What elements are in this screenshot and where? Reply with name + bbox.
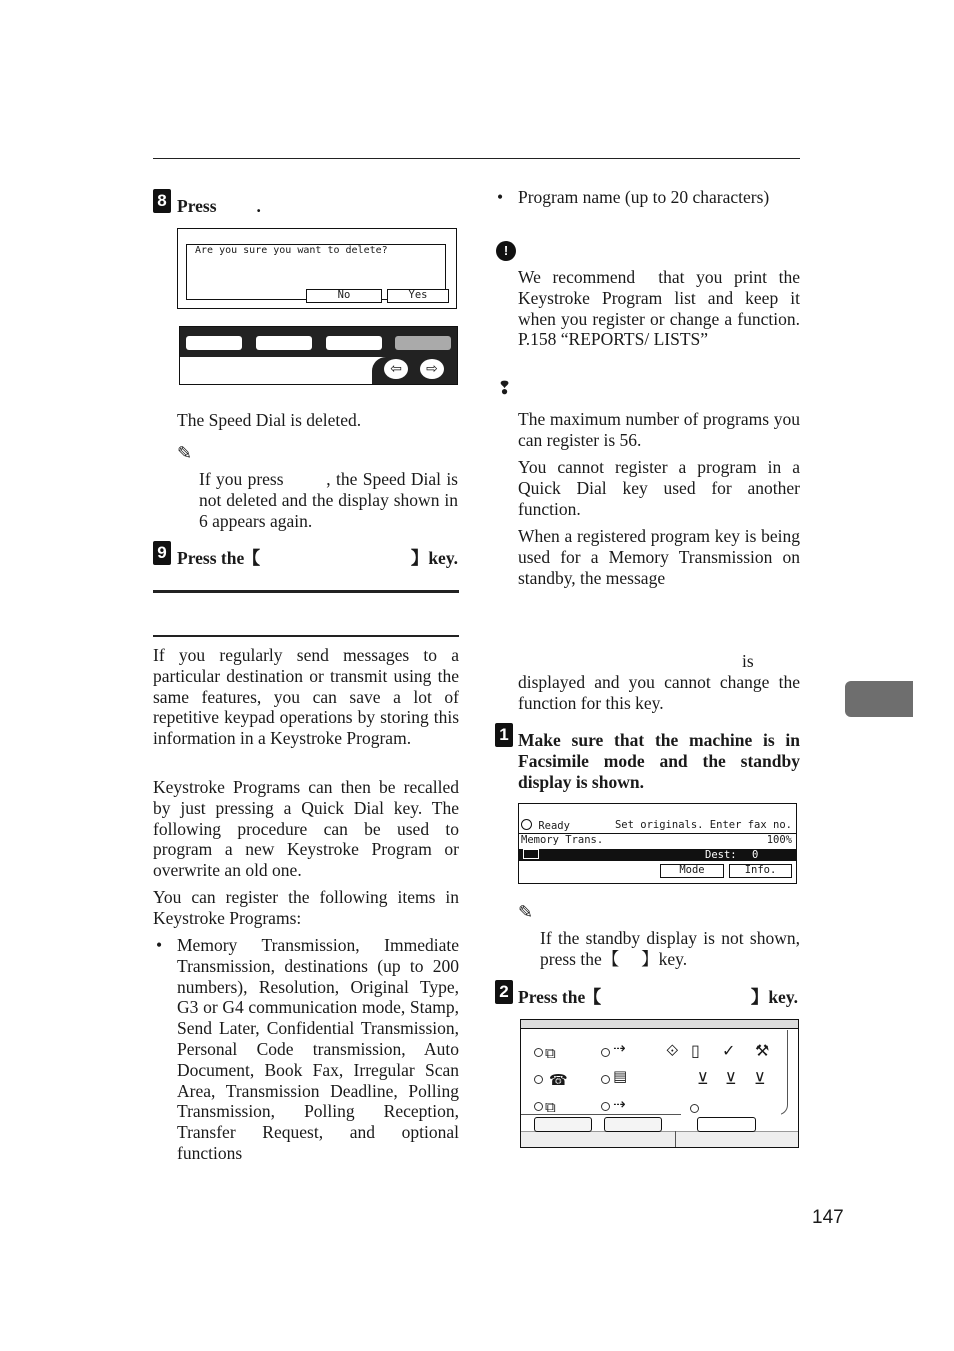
function-key-panel xyxy=(179,326,458,385)
program-name-bullet-dot: • xyxy=(497,187,504,207)
delete-confirm-dialog xyxy=(177,228,457,309)
standby-lcd xyxy=(518,803,797,884)
limitation-icon: ❢ xyxy=(497,378,513,399)
doc-stack-icon-2: ⧉ xyxy=(545,1098,556,1116)
fax-key-icon: ▯ xyxy=(691,1041,700,1060)
lcd-info-button[interactable]: Info. xyxy=(729,864,792,878)
lcd-fax-icon xyxy=(523,849,539,859)
lcd-dest-label: Dest: xyxy=(705,849,737,861)
lcd-set-originals: Set originals. Enter fax no. xyxy=(614,819,792,831)
led-3 xyxy=(534,1102,543,1111)
step-8-note: If you press , the Speed Dial is not deleted and the display shown in 6 appears again. xyxy=(199,469,463,531)
header-rule xyxy=(153,158,800,159)
note-pencil-icon: ✎ xyxy=(177,443,193,464)
softkey-4[interactable] xyxy=(395,336,451,350)
dialog-yes-button[interactable]: Yes xyxy=(387,289,449,303)
softkey-2[interactable] xyxy=(256,336,312,350)
left-arrow-key[interactable] xyxy=(384,359,408,379)
lcd-percent: 100% xyxy=(766,834,792,846)
step-9-label: Press the xyxy=(177,548,245,568)
intro-paragraph-1: If you regularly send messages to a particular destination or transmit using the same features, you can save a lot of repetitive keypad operations by storing this information in a Keystroke Program. xyxy=(153,645,459,749)
doc-stack-icon-1: ⧉ xyxy=(545,1044,556,1062)
dialog-message: Are you sure you want to delete? xyxy=(195,245,388,256)
led-6 xyxy=(601,1102,610,1111)
step-2-bracket-open: 【 xyxy=(583,987,602,1007)
tray-icon-2: ⊻ xyxy=(725,1069,737,1088)
chapter-tab xyxy=(845,681,913,717)
intro-paragraph-3: You can register the following items in Keystroke Programs: xyxy=(153,887,459,928)
step-9-bracket-open: 【 xyxy=(242,548,261,568)
step-8-label: Press xyxy=(177,196,217,216)
page-number: 147 xyxy=(812,1207,844,1228)
left-arrow-icon: ⇦ xyxy=(390,361,402,377)
tray-icon-3: ⊻ xyxy=(754,1069,766,1088)
right-arrow-key[interactable] xyxy=(420,359,444,379)
intro-paragraph-2: Keystroke Programs can then be recalled by just pressing a Quick Dial key. The following procedure can be used to program a new Keystroke Program or overwrite an old one. xyxy=(153,777,459,881)
book-transmit-icon: ▤ xyxy=(613,1067,628,1085)
led-1 xyxy=(534,1048,543,1057)
important-icon: ! xyxy=(496,241,516,261)
step-8-number: 8 xyxy=(153,189,171,213)
step-8-text xyxy=(177,196,261,217)
step-2-text xyxy=(518,987,798,1008)
softkey-3[interactable] xyxy=(326,336,382,350)
important-text: We recommend that you print the Keystroke Program list and keep it when you register or change a function. P.158 “REPORTS/ LISTS” xyxy=(518,267,835,350)
limitation-3a: When a registered program key is being used for a Memory Transmission on standby, the message xyxy=(518,526,800,588)
limitation-2: You cannot register a program in a Quick Dial key used for another function. xyxy=(518,457,800,519)
limitation-3b: is displayed and you cannot change the function for this key. xyxy=(518,651,800,713)
section-rule-thick xyxy=(153,590,459,593)
step-9-suffix: 】key. xyxy=(410,548,458,568)
lcd-dest-value: 0 xyxy=(752,849,759,861)
dialog-no-button[interactable]: No xyxy=(306,289,382,303)
ready-indicator-icon xyxy=(521,819,532,830)
panel-key-2[interactable] xyxy=(604,1117,662,1132)
check-key-icon: ✓ xyxy=(722,1041,736,1060)
machine-control-panel xyxy=(520,1019,799,1148)
step-1-number: 1 xyxy=(495,723,513,747)
limitation-1: The maximum number of programs you can register is 56. xyxy=(518,409,800,450)
step-8-result: The Speed Dial is deleted. xyxy=(177,410,362,430)
step-1-note: If the standby display is not shown, press the【 】key. xyxy=(540,928,805,969)
lcd-memory-trans: Memory Trans. xyxy=(521,834,604,846)
section-rule-thin xyxy=(153,635,459,637)
led-2 xyxy=(534,1075,543,1084)
led-5 xyxy=(601,1075,610,1084)
program-key-icon: ⟐ xyxy=(666,1041,679,1060)
step-2-number: 2 xyxy=(495,980,513,1004)
transmit-icon-2: ⇢ xyxy=(613,1095,626,1113)
lcd-mode-button[interactable]: Mode xyxy=(660,864,724,878)
step-1-note-pencil-icon: ✎ xyxy=(518,902,534,923)
lcd-ready: Ready xyxy=(538,820,570,832)
tray-icon-1: ⊻ xyxy=(697,1069,709,1088)
led-4 xyxy=(601,1048,610,1057)
led-7 xyxy=(690,1104,699,1113)
step-8-period: . xyxy=(256,196,261,216)
softkey-1[interactable] xyxy=(186,336,242,350)
step-9-number: 9 xyxy=(153,541,171,565)
handset-icon: ☎ xyxy=(549,1071,568,1089)
wrench-key-icon: ⚒ xyxy=(755,1041,770,1060)
program-name-bullet: Program name (up to 20 characters) xyxy=(518,187,770,207)
panel-key-3[interactable] xyxy=(697,1117,756,1132)
intro-bullet-dot: • xyxy=(156,935,163,955)
right-arrow-icon: ⇨ xyxy=(426,361,438,377)
panel-key-1[interactable] xyxy=(534,1117,592,1132)
intro-bullet-1: Memory Transmission, Immediate Transmission, destinations (up to 200 numbers), Resolution, Original Type, G3 or G4 communication mode, Stamp, Send Later, Confidential Transmission, Personal Code transmission, Auto Document, Book Fax, Irregular Scan Area, Transmission Deadline, Polling Transmission, Polling Reception, Transfer Request, and optional functions xyxy=(177,935,459,1163)
step-2-suffix: 】key. xyxy=(750,987,798,1007)
transmit-icon-1: ⇢ xyxy=(613,1039,626,1057)
step-2-label: Press the xyxy=(518,987,586,1007)
step-9-text xyxy=(177,548,458,569)
step-1-text: Make sure that the machine is in Facsimile mode and the standby display is shown. xyxy=(518,730,800,792)
